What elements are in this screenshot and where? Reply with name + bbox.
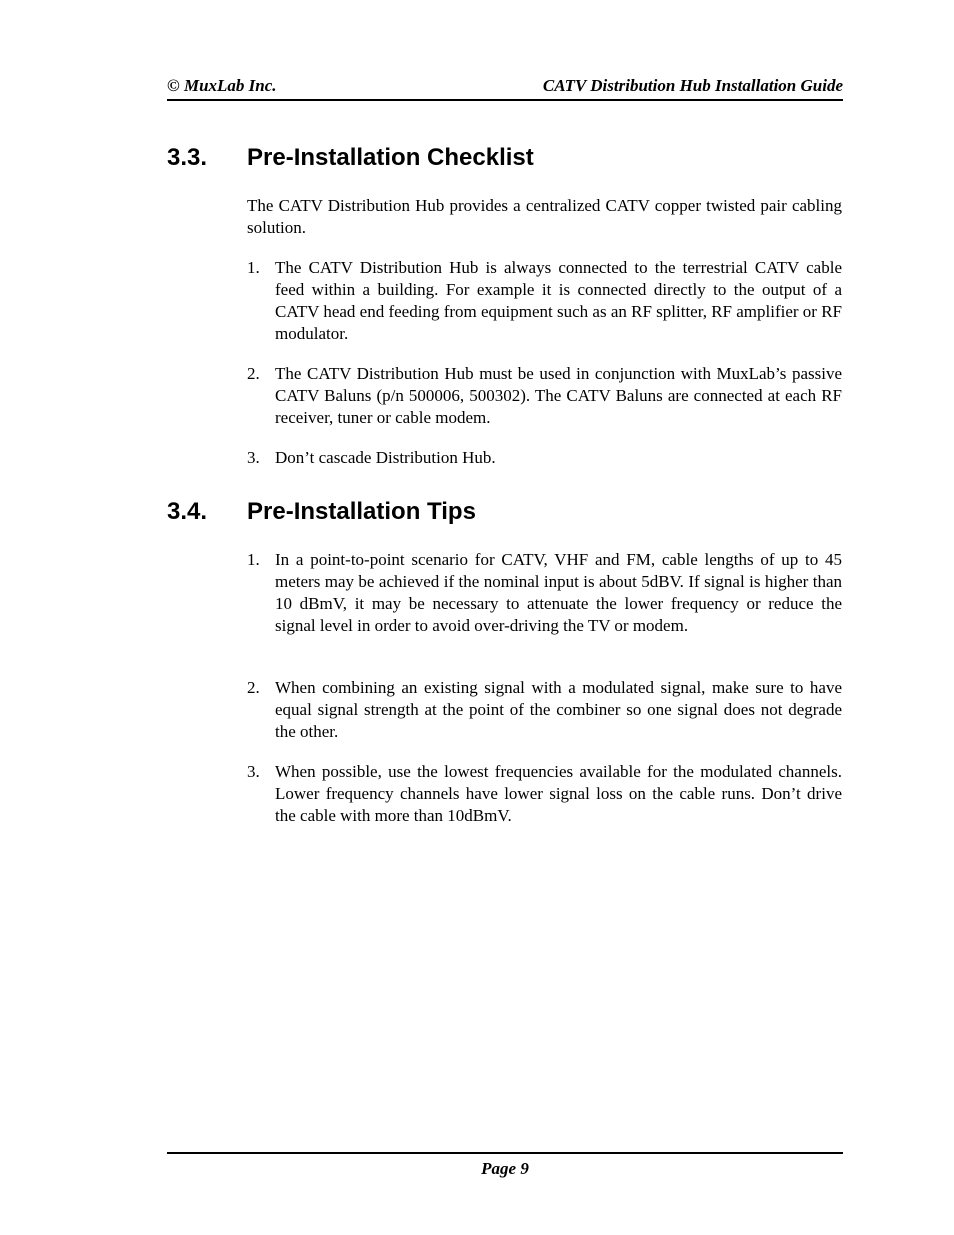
section-number: 3.3.: [167, 144, 208, 171]
list-item-number: 3.: [247, 448, 260, 467]
page-number: Page 9: [481, 1159, 529, 1178]
list-item: [247, 761, 842, 827]
list-item: [247, 549, 842, 637]
section-intro: The CATV Distribution Hub provides a centralized CATV copper twisted pair cabling solution.: [247, 196, 842, 237]
list-item-number: 1.: [247, 550, 260, 569]
list-item-number: 3.: [247, 762, 260, 781]
list-item-number: 2.: [247, 364, 260, 383]
list-item-text: When combining an existing signal with a modulated signal, make sure to have equal signal strength at the point of the combiner so one signal does not degrade the other.: [275, 678, 842, 741]
section-title: Pre-Installation Tips: [247, 498, 476, 525]
list-item-text: In a point-to-point scenario for CATV, VHF and FM, cable lengths of up to 45 meters may be achieved if the nominal input is about 5dBV. If signal is higher than 10 dBmV, it may be necessary to attenuate the lower frequency or reduce the signal level in order to avoid over-driving the TV or modem.: [275, 550, 842, 635]
section-title: Pre-Installation Checklist: [247, 144, 534, 171]
page-header: [167, 75, 843, 101]
list-item: [247, 363, 842, 429]
list-item: [247, 677, 842, 743]
list-item-text: The CATV Distribution Hub is always connected to the terrestrial CATV cable feed within a building. For example it is connected directly to the output of a CATV head end feeding from equipment such as an RF splitter, RF amplifier or RF modulator.: [275, 258, 843, 343]
list-item: [247, 447, 842, 469]
list-item-number: 1.: [247, 258, 260, 277]
page-footer: [167, 1152, 843, 1180]
header-company: © MuxLab Inc.: [167, 76, 277, 95]
list-item-text: When possible, use the lowest frequencies available for the modulated channels. Lower frequency channels have lower signal loss on the cable runs. Don’t drive the cable with more than 10dBmV.: [275, 762, 842, 825]
list-item-text: Don’t cascade Distribution Hub.: [275, 448, 496, 467]
list-item: [247, 257, 842, 345]
header-document-title: CATV Distribution Hub Installation Guide: [542, 76, 843, 95]
section-number: 3.4.: [167, 498, 208, 525]
list-item-number: 2.: [247, 678, 260, 697]
list-item-text: The CATV Distribution Hub must be used in conjunction with MuxLab’s passive CATV Baluns (p/n 500006, 500302). The CATV Baluns are connected at each RF receiver, tuner or cable modem.: [275, 364, 842, 427]
